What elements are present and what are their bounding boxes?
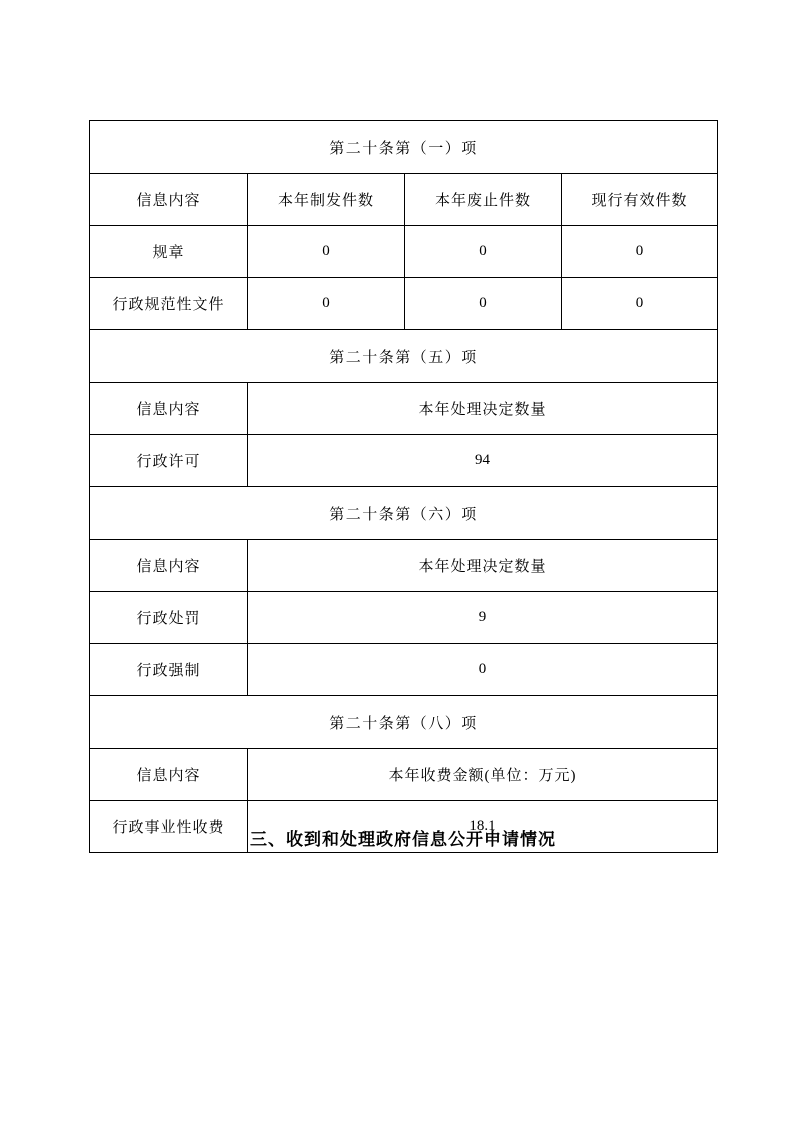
cell-value: 0 — [405, 226, 562, 278]
column-header-info-content: 信息内容 — [90, 174, 248, 226]
cell-value: 0 — [248, 644, 718, 696]
section-heading: 第二十条第（八）项 — [90, 696, 718, 749]
cell-value: 9 — [248, 592, 718, 644]
column-header-info-content: 信息内容 — [90, 540, 248, 592]
section-title: 三、收到和处理政府信息公开申请情况 — [250, 830, 556, 849]
table-row — [90, 174, 718, 226]
table-row — [90, 749, 718, 801]
section-heading: 第二十条第（六）项 — [90, 487, 718, 540]
column-header-decisions-count: 本年处理决定数量 — [248, 540, 718, 592]
row-label-administrative-penalty: 行政处罚 — [90, 592, 248, 644]
column-header-info-content: 信息内容 — [90, 749, 248, 801]
column-header-issued-count: 本年制发件数 — [248, 174, 405, 226]
column-header-fee-amount: 本年收费金额(单位：万元) — [248, 749, 718, 801]
row-label-regulations: 规章 — [90, 226, 248, 278]
row-label-normative-documents: 行政规范性文件 — [90, 278, 248, 330]
table-row — [90, 383, 718, 435]
section-heading: 第二十条第（五）项 — [90, 330, 718, 383]
row-label-administrative-fees: 行政事业性收费 — [90, 801, 248, 853]
cell-value: 0 — [248, 278, 405, 330]
table-row — [90, 226, 718, 278]
government-disclosure-table — [89, 120, 718, 853]
table-row — [90, 278, 718, 330]
table-row — [90, 330, 718, 383]
cell-value: 0 — [405, 278, 562, 330]
cell-value: 94 — [248, 435, 718, 487]
cell-value: 0 — [562, 278, 718, 330]
column-header-info-content: 信息内容 — [90, 383, 248, 435]
section-heading: 第二十条第（一）项 — [90, 121, 718, 174]
table-row — [90, 121, 718, 174]
column-header-effective-count: 现行有效件数 — [562, 174, 718, 226]
row-label-administrative-license: 行政许可 — [90, 435, 248, 487]
cell-value: 0 — [248, 226, 405, 278]
table-row — [90, 435, 718, 487]
table-row — [90, 696, 718, 749]
table-row — [90, 644, 718, 696]
column-header-decisions-count: 本年处理决定数量 — [248, 383, 718, 435]
cell-value: 18.1 — [248, 801, 718, 853]
table-row — [90, 540, 718, 592]
table-row — [90, 487, 718, 540]
cell-value: 0 — [562, 226, 718, 278]
column-header-abolished-count: 本年废止件数 — [405, 174, 562, 226]
row-label-administrative-compulsion: 行政强制 — [90, 644, 248, 696]
table-row — [90, 592, 718, 644]
